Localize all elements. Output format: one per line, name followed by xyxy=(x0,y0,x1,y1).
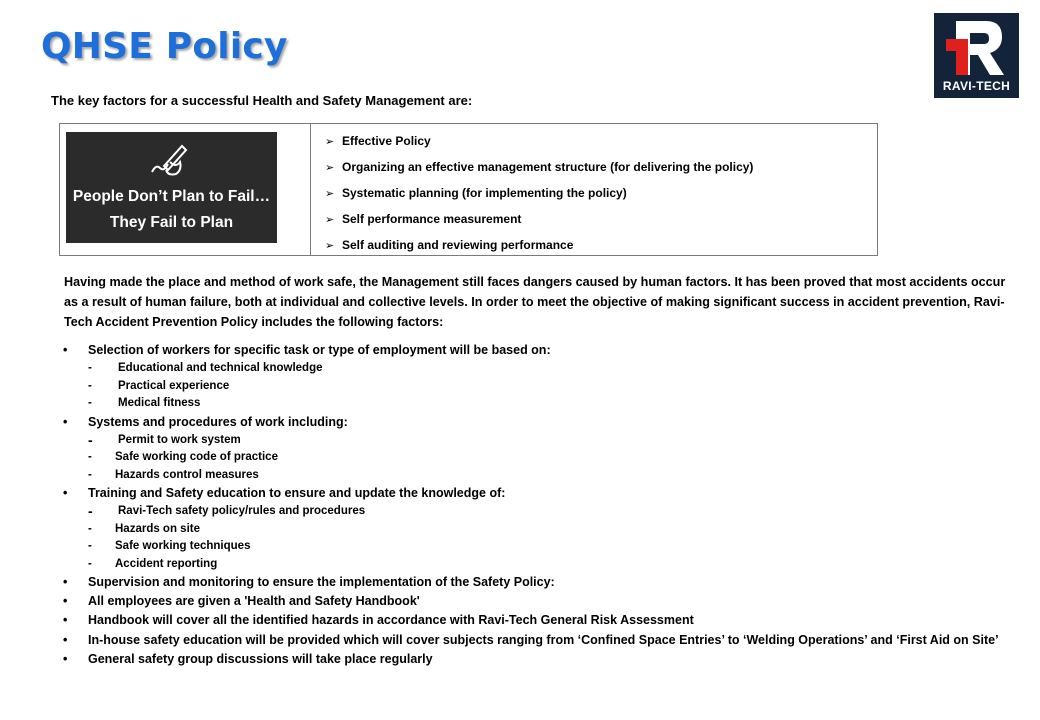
page-title: QHSE Policy xyxy=(41,26,288,67)
list-item: ➢ Organizing an effective management structure (for delivering the policy) xyxy=(325,157,753,183)
bullet-icon: • xyxy=(63,343,68,357)
logo-text: RAVI-TECH xyxy=(942,79,1011,93)
bullet-icon: • xyxy=(63,652,68,666)
sub-list-item: - Hazards on site xyxy=(88,522,200,535)
list-item: ➢ Self auditing and reviewing performance xyxy=(325,235,753,261)
sub-list-item: - Safe working techniques xyxy=(88,540,251,552)
list-item: ➢ Systematic planning (for implementing the policy) xyxy=(325,183,753,209)
list-item: ➢ Effective Policy xyxy=(325,131,753,157)
writing-hand-icon xyxy=(146,142,190,178)
list-item: • Training and Safety education to ensure and update the knowledge of: - Ravi-Tech safety policy/rules and procedures - Hazards on site - Safe working techniques - Accident reporting xyxy=(60,484,1028,573)
list-item: • All employees are given a 'Health and Safety Handbook' xyxy=(60,592,1028,611)
arrow-bullet-icon: ➢ xyxy=(325,188,335,200)
arrow-bullet-icon: ➢ xyxy=(325,240,335,252)
list-item: • Selection of workers for specific task or type of employment will be based on: - Educational and technical knowledge - Practical experience - Medical fitness xyxy=(60,341,1028,413)
banner-line-2: They Fail to Plan xyxy=(109,214,234,231)
arrow-bullet-icon: ➢ xyxy=(325,162,335,174)
bullet-icon: • xyxy=(63,594,68,608)
sub-list-item: - Safe working code of practice xyxy=(88,451,278,463)
list-item: • In-house safety education will be provided which will cover subjects ranging from ‘Confined Space Entries’ to ‘Welding Operations’ and ‘First Aid on Site’ xyxy=(60,630,1028,650)
bullet-icon: • xyxy=(63,486,68,500)
list-item: • Supervision and monitoring to ensure the implementation of the Safety Policy: xyxy=(60,573,1028,592)
sub-list xyxy=(88,503,1028,573)
intro-text: The key factors for a successful Health and Safety Management are: xyxy=(51,93,473,108)
sub-list-item: - Practical experience xyxy=(88,379,230,392)
bullet-icon: • xyxy=(63,414,68,429)
list-item: • Systems and procedures of work including: - Permit to work system - Safe working code of practice - Hazards control measures xyxy=(60,413,1028,485)
sub-list xyxy=(88,432,1028,485)
list-item: • Handbook will cover all the identified hazards in accordance with Ravi-Tech General Risk Assessment xyxy=(60,611,1028,630)
sub-list-item: - Hazards control measures xyxy=(88,468,259,481)
list-item: ➢ Self performance measurement xyxy=(325,209,753,235)
banner-line-1: People Don’t Plan to Fail… xyxy=(72,188,271,205)
bullet-icon: • xyxy=(63,613,68,627)
bullet-icon: • xyxy=(63,633,68,647)
sub-list-item: - Accident reporting xyxy=(88,557,218,570)
list-item: • General safety group discussions will take place regularly xyxy=(60,650,1028,669)
sub-list-item: - Medical fitness xyxy=(88,397,201,409)
policy-paragraph: Having made the place and method of work safe, the Management still faces dangers caused by human factors. It has been proved that most accidents occur as a result of human failure, both at individual and collective levels. In order to meet the objective of making significant success in accident prevention, Ravi-Tech Accident Prevention Policy includes the following factors: xyxy=(64,275,1006,329)
sub-list-item: - Permit to work system xyxy=(88,431,241,448)
arrow-bullet-icon: ➢ xyxy=(325,214,335,226)
ravi-tech-logo xyxy=(934,13,1019,98)
box-divider xyxy=(310,124,311,255)
sub-list-item: - Educational and technical knowledge xyxy=(88,362,323,374)
bullet-icon: • xyxy=(63,575,68,589)
sub-list xyxy=(88,360,1028,413)
logo-r-mark-icon xyxy=(934,13,1019,83)
key-factors-box xyxy=(59,123,878,256)
sub-list-item: - Ravi-Tech safety policy/rules and procedures xyxy=(88,503,366,519)
arrow-bullet-icon: ➢ xyxy=(325,136,335,148)
key-factors-list xyxy=(325,131,753,261)
policy-list xyxy=(60,341,1028,669)
motto-banner xyxy=(66,132,277,243)
